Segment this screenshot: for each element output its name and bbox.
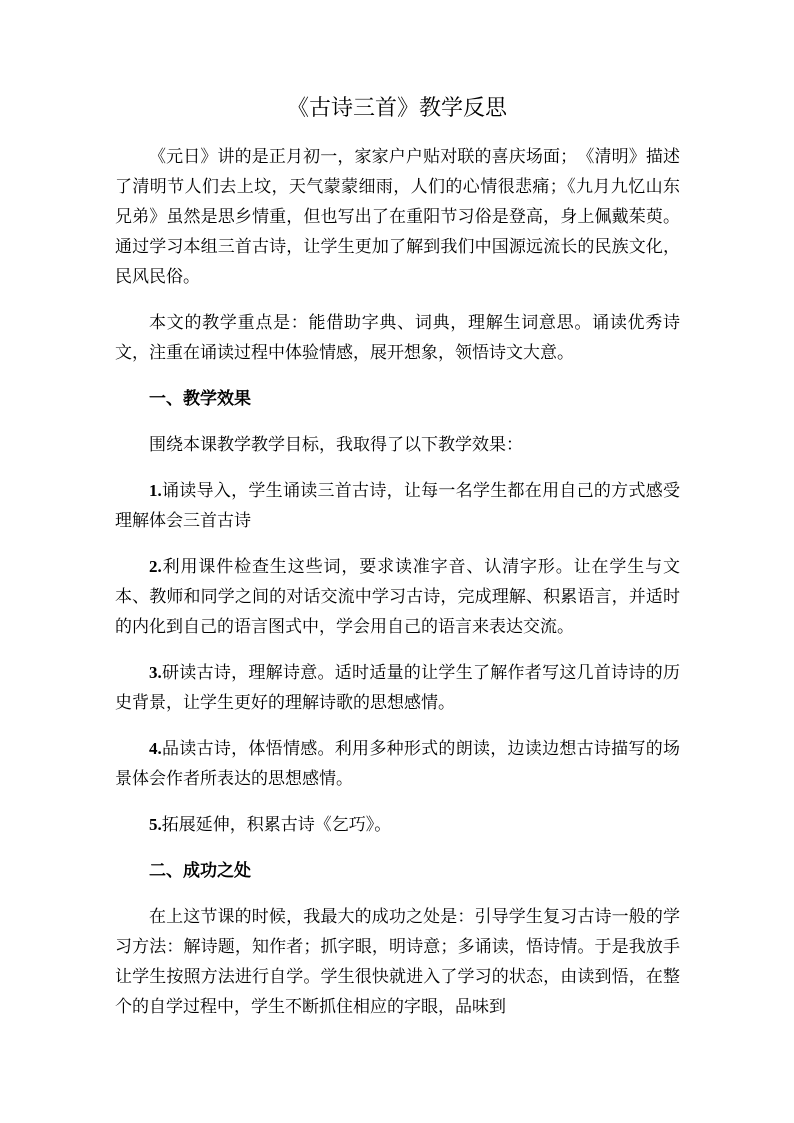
intro-paragraph-2: 本文的教学重点是：能借助字典、词典，理解生词意思。诵读优秀诗文，注重在诵读过程中体验情感，展开想象，领悟诗文大意。 [115,313,680,363]
section-heading-successes: 二、成功之处 [149,861,251,881]
effect-item-text: 研读古诗，理解诗意。适时适量的让学生了解作者写这几首诗诗的历史背景，让学生更好的理解诗歌的思想感情。 [115,663,680,713]
effect-item-number: 2. [149,557,162,576]
effect-item-text: 利用课件检查生这些词，要求读准字音、认清字形。让在学生与文本、教师和同学之间的对话交流中学习古诗，完成理解、积累语言，并适时的内化到自己的语言图式中，学会用自己的语言来表达交流。 [115,557,680,637]
effect-item-text: 品读古诗，体悟情感。利用多种形式的朗读，边读边想古诗描写的场景体会作者所表达的思想感情。 [115,739,680,789]
effect-item-2 [115,552,680,642]
effect-item-1 [115,476,680,536]
section-heading-teaching-effects: 一、教学效果 [149,389,251,409]
section-2-paragraph: 在上这节课的时候，我最大的成功之处是：引导学生复习古诗一般的学习方法：解诗题，知作者；抓字眼，明诗意；多诵读，悟诗情。于是我放手让学生按照方法进行自学。学生很快就进入了学习的状态，由读到悟，在整个的自学过程中，学生不断抓住相应的字眼，品味到 [115,907,680,1017]
effect-item-number: 5. [149,815,162,834]
effect-item-text: 拓展延伸，积累古诗《乞巧》。 [161,815,392,835]
intro-paragraph-1: 《元日》讲的是正月初一，家家户户贴对联的喜庆场面； 《清明》描述了清明节人们去上坟，天气蒙蒙细雨，人们的心情很悲痛；《九月九忆山东兄弟》虽然是思乡情重，但也写出了在重阳节习俗是登高，身上佩戴茱萸。通过学习本组三首古诗，让学生更加了解到我们中国源远流长的民族文化，民风民俗。 [115,147,680,287]
effect-item-number: 4. [149,739,162,758]
document-body [115,142,680,1038]
effect-item-number: 1. [149,481,162,500]
effect-item-3 [115,658,680,718]
effect-item-4 [115,734,680,794]
effect-item-number: 3. [149,663,162,682]
section-1-lead: 围绕本课教学教学目标，我取得了以下教学效果： [149,435,523,455]
document-title: 《古诗三首》教学反思 [286,96,507,121]
effect-item-text: 诵读导入，学生诵读三首古诗，让每一名学生都在用自己的方式感受理解体会三首古诗 [115,481,680,531]
effect-item-5 [115,810,680,840]
